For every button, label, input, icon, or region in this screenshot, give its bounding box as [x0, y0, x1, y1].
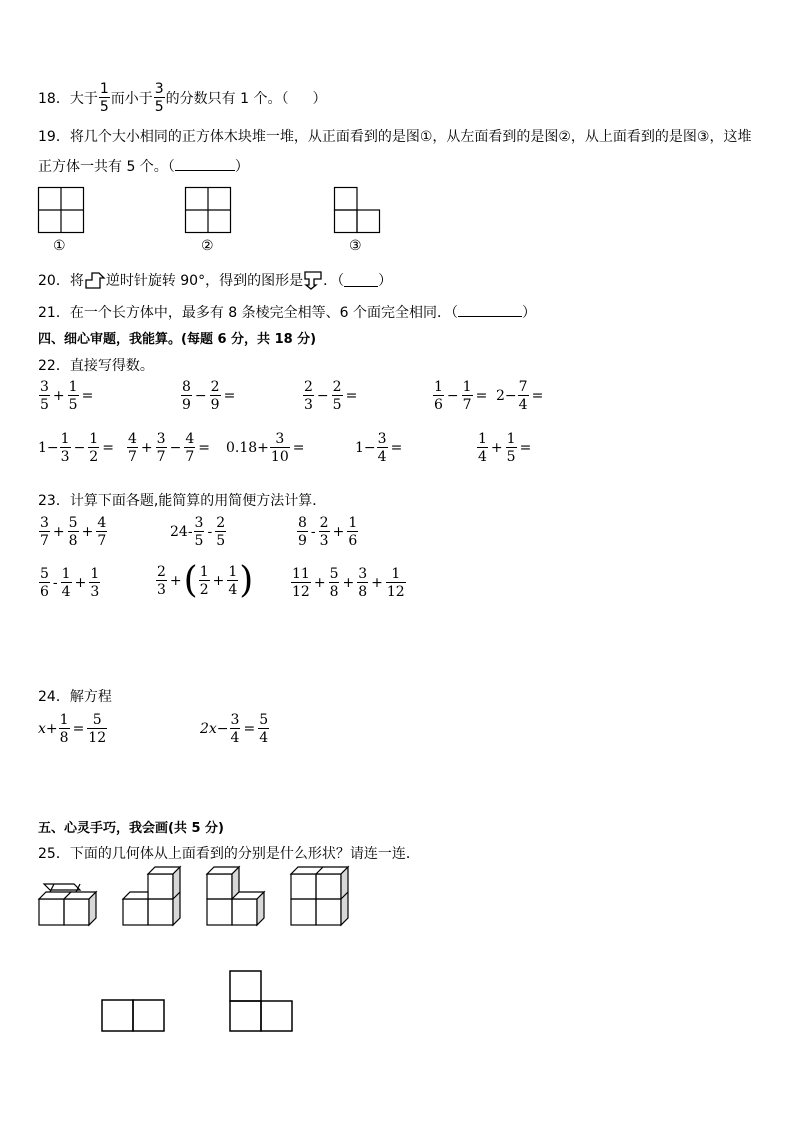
- q18-line: [38, 82, 326, 114]
- q18-text-2: 而小于: [110, 91, 153, 107]
- q19-figure-1: [38, 187, 84, 233]
- q23-r2-e3: $\frac{11}{12}$ + $\frac{5}{8}$ + $\frac{3}{8}$ + $\frac{1}{12}$: [292, 566, 405, 600]
- q21-answer-blank[interactable]: [458, 304, 522, 317]
- q22-r1-e5: 2− $\frac{7}{4}$ =: [496, 379, 544, 413]
- q25-title: 25．下面的几何体从上面看到的分别是什么形状？请连一连．: [38, 846, 420, 862]
- q25-solid-3: [206, 866, 268, 926]
- q19-figure-3-label: ③: [349, 238, 362, 254]
- q22-r1-e3: $\frac{2}{3}$ − $\frac{2}{5}$ =: [304, 379, 358, 413]
- q19-figure-1-label: ①: [53, 238, 66, 254]
- q25-solid-4: [290, 866, 352, 926]
- q25-top-view-2: [229, 970, 293, 1032]
- section-5-heading: 五、心灵手巧，我会画(共 5 分): [38, 821, 224, 836]
- q19-close-paren: ）: [234, 159, 249, 175]
- q20-text-2: 逆时针旋转 90°，得到的图形是: [105, 273, 304, 289]
- q21-text: 21．在一个长方体中，最多有 8 条棱完全相等、6 个面完全相同．（: [38, 305, 458, 321]
- q25-solid-1: [38, 884, 100, 926]
- q20-rotated-shape-icon: [303, 270, 323, 290]
- q21-close-paren: ）: [521, 305, 536, 321]
- q22-r2-e5: $\frac{1}{4}$ + $\frac{1}{5}$ =: [478, 431, 532, 465]
- q18-number: 18．: [38, 91, 70, 107]
- q18-fraction-1: $\frac{1}{5}$: [99, 81, 109, 115]
- q25-solid-2: [122, 866, 184, 926]
- q20-original-shape-icon: [84, 271, 106, 289]
- q23-r1-e2: 24- $\frac{3}{5}$ - $\frac{2}{5}$: [170, 515, 226, 549]
- q20-text-3: ．（: [323, 273, 345, 289]
- section-4-heading: 四、细心审题，我能算。(每题 6 分，共 18 分): [38, 332, 317, 347]
- q19-figure-3: [334, 187, 380, 233]
- q22-r1-e2: $\frac{8}{9}$ − $\frac{2}{9}$ =: [182, 379, 236, 413]
- q22-r2-e1: 1− $\frac{1}{3}$ − $\frac{1}{2}$ =: [38, 431, 114, 465]
- q19-figure-2: [185, 187, 231, 233]
- q23-title: 23．计算下面各题,能简算的用简便方法计算．: [38, 493, 327, 509]
- q18-text-1: 大于: [69, 91, 98, 107]
- q23-r2-e2: $\frac{2}{3}$ + ( $\frac{1}{2}$ + $\frac{1}{4}$ ): [157, 560, 254, 601]
- q22-title: 22．直接写得数。: [38, 358, 154, 374]
- q23-r1-e3: $\frac{8}{9}$ - $\frac{2}{3}$ + $\frac{1}{6}$: [298, 515, 358, 549]
- q20-answer-blank[interactable]: [344, 274, 378, 287]
- q24-equation-1: x+ $\frac{1}{8}$ = $\frac{5}{12}$: [38, 712, 107, 746]
- q20-line: [38, 270, 392, 290]
- q19-figure-2-label: ②: [201, 238, 214, 254]
- q22-r2-e3: 0.18+ $\frac{3}{10}$ =: [226, 431, 305, 465]
- q23-r1-e1: $\frac{3}{7}$ + $\frac{5}{8}$ + $\frac{4}{7}$: [40, 515, 107, 549]
- q22-r1-e1: $\frac{3}{5}$ + $\frac{1}{5}$ =: [40, 379, 94, 413]
- q23-r2-e1: $\frac{5}{6}$ - $\frac{1}{4}$ + $\frac{1}{3}$: [40, 566, 100, 600]
- q25-top-view-1: [101, 999, 165, 1032]
- q20-text-1: 20．将: [38, 273, 84, 289]
- q22-r2-e2: $\frac{4}{7}$ + $\frac{3}{7}$ − $\frac{4}{7}$ =: [128, 431, 210, 465]
- q19-line-1: 19．将几个大小相同的正方体木块堆一堆，从正面看到的是图①，从左面看到的是图②，从上面看到的是图③，这堆: [38, 129, 752, 145]
- q24-equation-2: 2x− $\frac{3}{4}$ = $\frac{5}{4}$: [200, 712, 269, 746]
- q19-line-2: [38, 156, 249, 176]
- q22-r2-e4: 1− $\frac{3}{4}$ =: [355, 431, 403, 465]
- q18-fraction-2: $\frac{3}{5}$: [154, 81, 164, 115]
- q21-line: [38, 302, 536, 322]
- q24-title: 24．解方程: [38, 689, 112, 705]
- q18-text-3: 的分数只有 1 个。（: [165, 91, 289, 107]
- q19-line-2-text: 正方体一共有 5 个。（: [38, 159, 175, 175]
- q20-text-4: ）: [378, 273, 393, 289]
- q18-text-4: ）: [312, 91, 327, 107]
- q22-r1-e4: $\frac{1}{6}$ − $\frac{1}{7}$ =: [434, 379, 488, 413]
- q19-answer-blank[interactable]: [175, 158, 235, 171]
